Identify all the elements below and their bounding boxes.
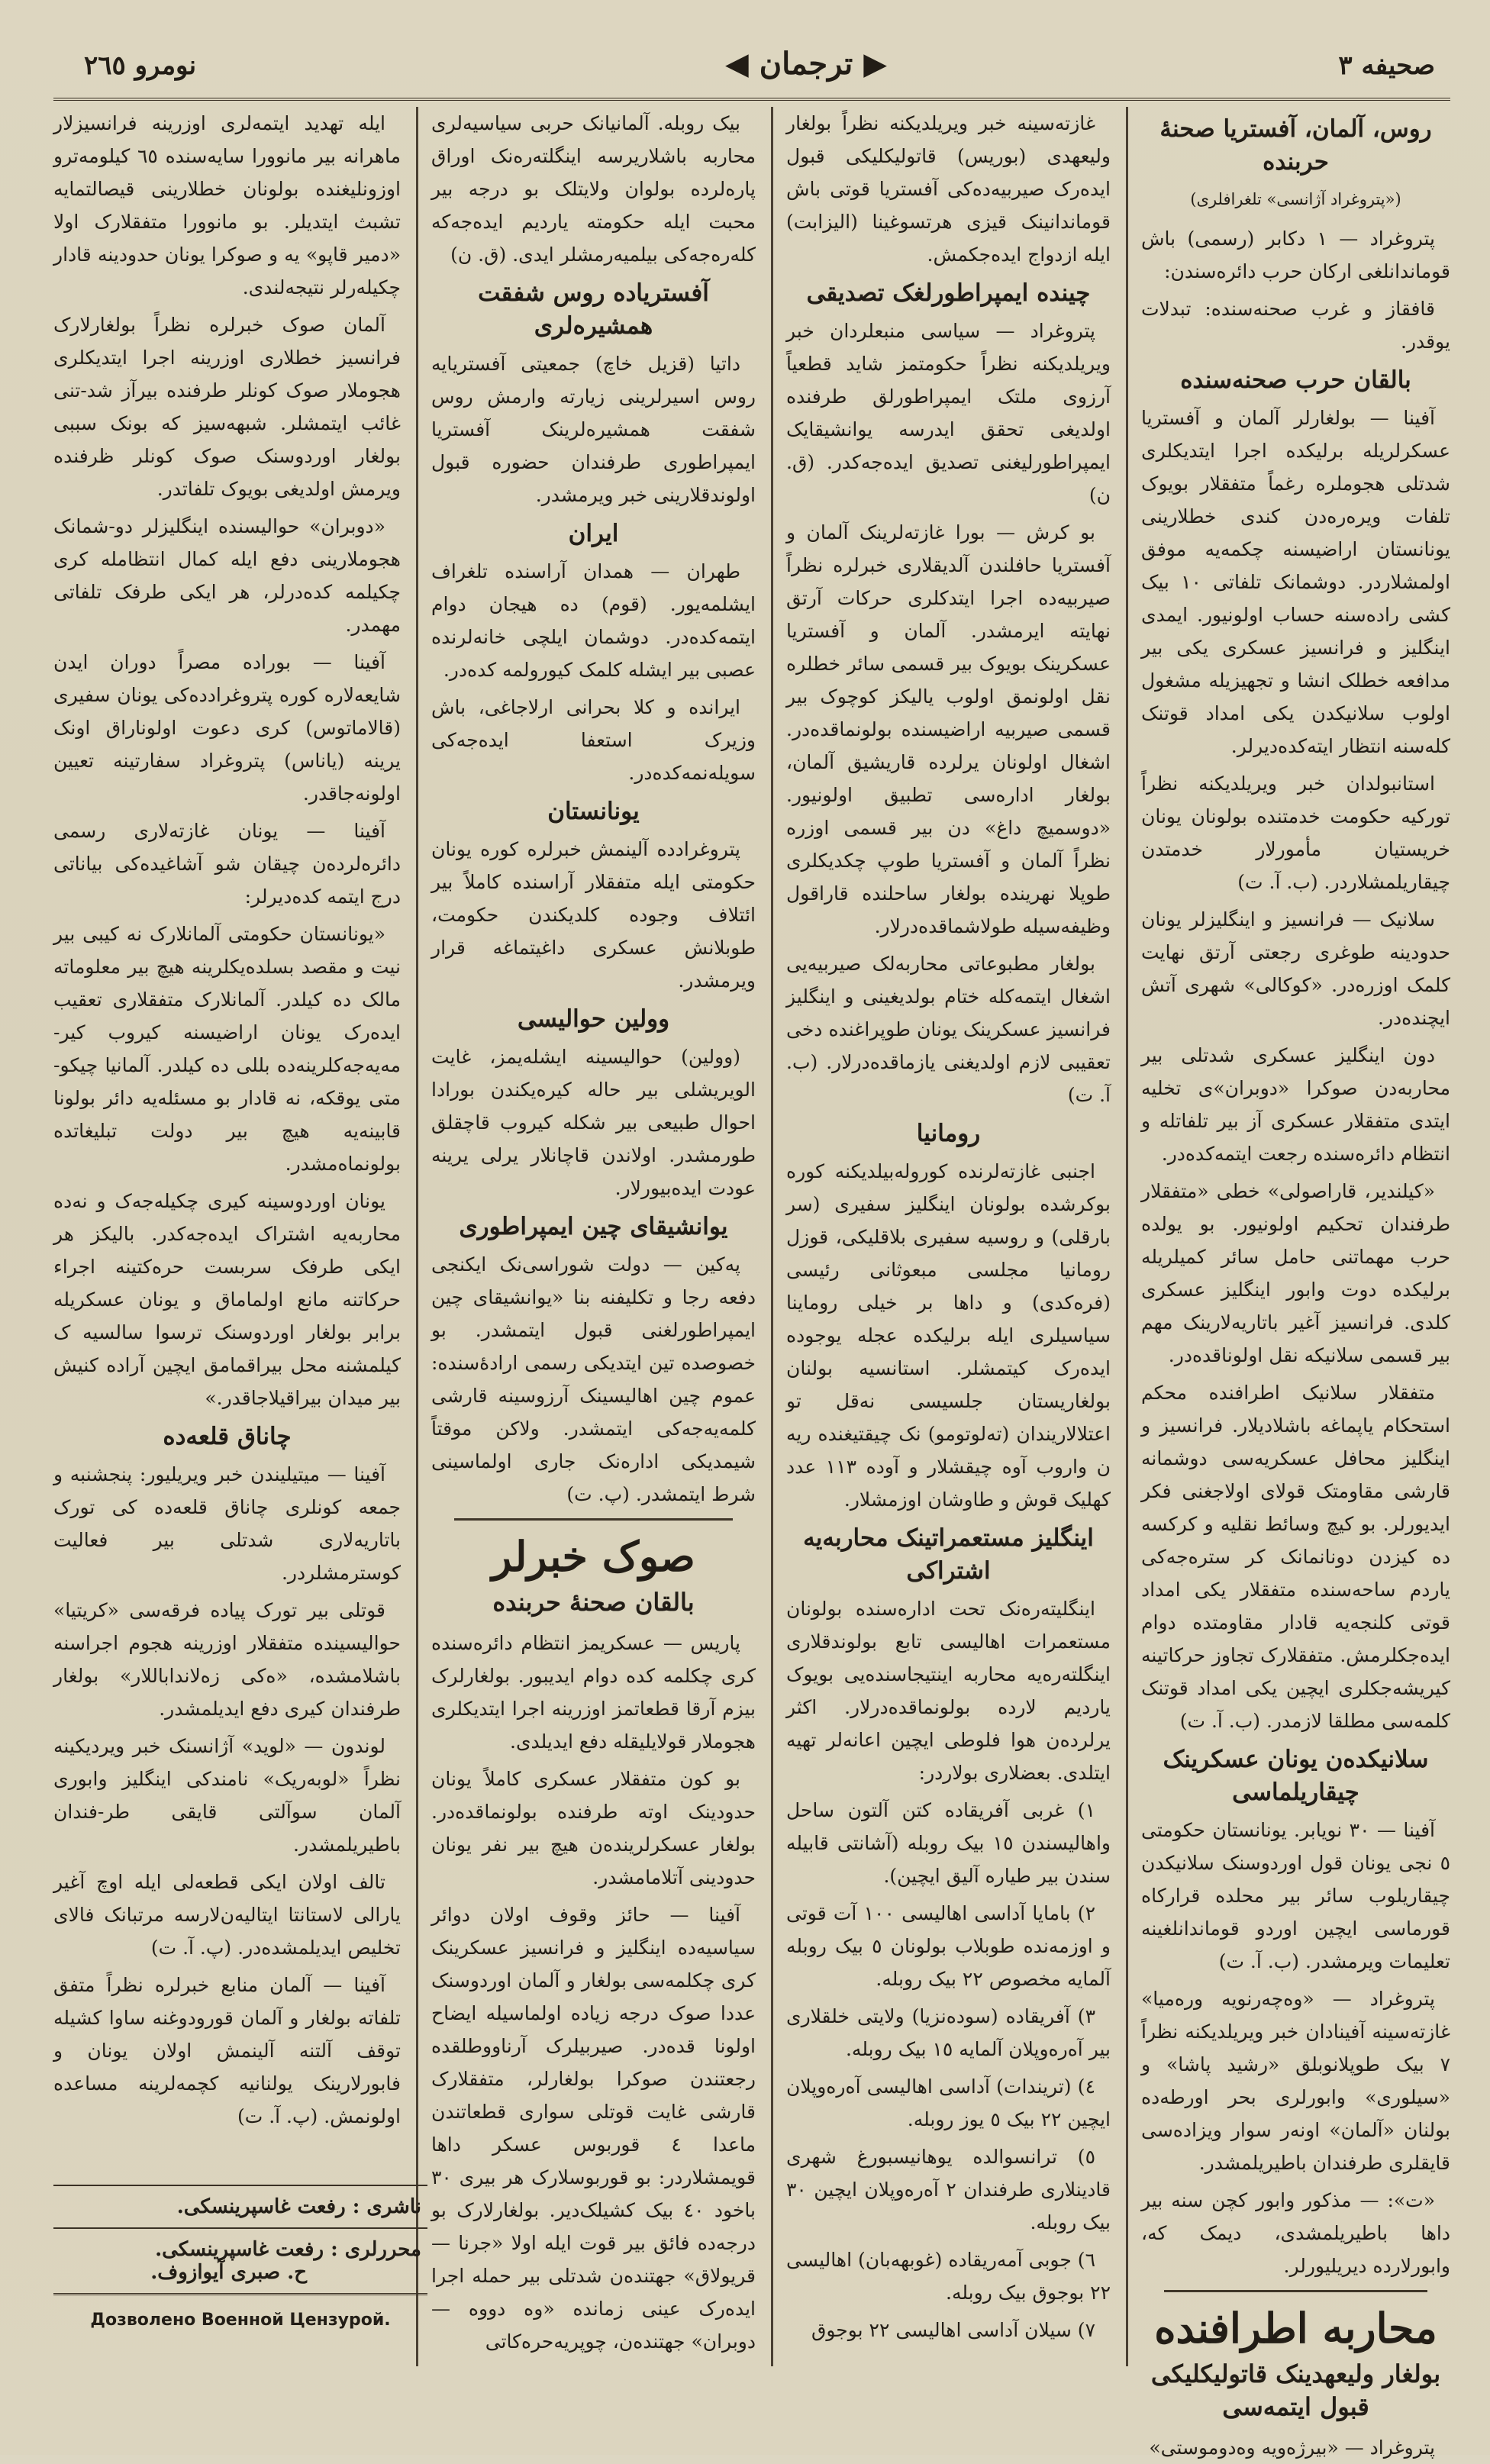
editors-label: محررلری : (331, 2238, 421, 2261)
article-paragraph: لوندون — «لوید» آژانسنک خبر ویردیکینه نظراً «لوبه‌ریک» نامندکی اینگلیز وابوری آلمان سوآلتی قایقی طر-فندان باطیریلمشدر. (53, 1735, 401, 1856)
imprint-footer (53, 2185, 427, 2330)
section-heading: آفستریاده روس شفقت همشیره‌لری (478, 279, 709, 340)
newspaper-name: ◀ ترجمان ▶ (725, 46, 887, 82)
section-note: («پتروغراد آژانسی» تلغرافلری) (1190, 190, 1401, 208)
section-divider (1164, 2290, 1427, 2292)
column-rule (771, 107, 773, 2366)
article-paragraph: بیک روبله. آلمانیانک حربی سیاسیه‌لری محاربه باشلاریرسه اینگلته‌ره‌نک اوراق پاره‌لرده بولوان ولایتلک بو درجه بیر محبت ایله حکومته یاردیم ایده‌جه‌که کله‌ره‌جه‌کی بیلمیه‌رمشلر ایدی. (ق. ن) (431, 112, 756, 266)
section-heading: چینده ایمپراطورلغک تصدیقی (806, 279, 1091, 307)
article-paragraph: پتروغراد — «بیرژه‌ویه وه‌دوموستی» (1149, 2437, 1435, 2459)
article-paragraph: ٣) آفریقاده (سوده‌نزیا) ولایتی خلقلاری بیر آه‌ره‌وپلان آلمایه ١٥ بیک روبله. (786, 2005, 1111, 2060)
article-paragraph: دون اینگلیز عسکری شدتلی بیر محاربه‌دن صوکرا «دوبران»ی تخلیه ایتدی متفقلار عسکری آز بیر تلفاتله و انتظام دائره‌سنده رجعت ایتمه‌کده‌در. (1141, 1044, 1450, 1165)
article-paragraph: ٦) جوبی آمه‌ریقاده (غوبهه‌بان) اهالیسی ٢٢ بوجوق بیک روبله. (786, 2249, 1111, 2304)
article-paragraph: متفقلار سلانیک اطرافنده محکم استحکام یاپماغه باشلادیلار. فرانسیز و اینگلیز محافل عسکریه‌سی دوشمانه قارشی مقاومتک قولای اولاجغنی فکر ایدیورلر. بو کیچ وسائط نقلیه و کرکسه ده کیزدن دونانمانک کر ستره‌جه‌کی یاردم ساحه‌سنده متفقلار یکی امداد قوتی کلنجه‌یه قادار مقاومتده دوام ایده‌جکلرمش. متفقلارک تجاوز حرکاتینه کیریشه‌جکلری ایچین یکی امداد قوتنک کلمه‌سی مطلقا لازمدر. (ب. آ. ت) (1141, 1382, 1450, 1732)
article-paragraph: (وولین) حوالیسینه ایشله‌یمز، غایت الویریشلی بیر حاله کیره‌یکندن بورادا احوال طبیعی بیر شکله کیروب قاچقلق طورمشدر. اولاندن قاچانلار یرلی یرینه عودت ایده‌بیورلار. (431, 1046, 756, 1199)
column-rule (1126, 107, 1128, 2366)
article-paragraph: آفینا — یونان غازته‌لاری رسمی دائره‌لرده‌ن چیقان شو آشاغیده‌کی بیاناتی درج ایتمه کده‌دیرلر: (53, 820, 401, 908)
article-paragraph: غازته‌سینه خبر ویریلدیکنه نظراً بولغار ولیعهدی (بوریس) قاتولیکلیکی قبول ایده‌رک صیربیه‌ده‌کی آفستریا قوتی باش قوماندانینک قیزی هرتسوغینا (الیزابت) ایله ازدواج ایده‌جکمش. (786, 112, 1111, 266)
article-paragraph: ٢) بامایا آداسی اهالیسی ١٠٠ آت قوتی و اوزمه‌نده طوبلاب بولونان ٥ بیک روبله آلمایه مخصوص ٢٢ بیک روبله. (786, 1902, 1111, 1990)
article-paragraph: سلانیک — فرانسیز و اینگلیزلر یونان حدودینه طوغری رجعتی آرتق نهایت کلمک اوزره‌در. «کوکالی» شهری آتش ایچنده‌در. (1141, 908, 1450, 1029)
editors-block (53, 2227, 427, 2293)
article-paragraph: پتروغراد — «وه‌چه‌رنویه وره‌میا» غازته‌سینه آفینادان خبر ویریلدیکنه نظراً ٧ بیک طوپلانوبلق «رشید پاشا» و «سیلوری» وابورلری بحر اورطه‌ده بولنان «آلمان» اونه‌ر سوار ویزاده‌سی قایقلری طرفندان باطیریلمشدر. (1141, 1988, 1450, 2174)
article-paragraph: طهران — همدان آراسنده تلغراف ایشلمه‌یور. (قوم) ده هیجان دوام ایتمه‌کده‌در. دوشمان ایلچی خانه‌لرنده عصبی بیر ایشله کلمک کیورولمه کده‌در. (431, 560, 756, 681)
article-paragraph: آفینا — آلمان منابع خبرلره نظراً متفق تلفاته بولغار و آلمان قورودوغنه ساوا کشیله توقف آلتنه آلینمش اولان یونان و فابورلارینک یولنانیه کچمه‌لرینه مساعده اولونمش. (پ. آ. ت) (53, 1974, 401, 2127)
section-heading: روس، آلمان، آفستریا صحنهٔ حربنده (1159, 115, 1432, 176)
article-paragraph: پتروغراد — سیاسی منبعلردان خبر ویریلدیکنه نظراً حکومتمز شاید قطعیاً آرزوی ملتک ایمپراطورلق طرفنده اولدیغی تحقق ایدرسه یوانشیقایک ایمپراطورلیغنی تصدیق ایده‌جه‌کدر. (ق. ن) (786, 320, 1111, 506)
article-paragraph: بولغار مطبوعاتی محاربه‌لک صیربیه‌یی اشغال ایتمه‌کله ختام بولدیغینی و اینگلیز فرانسیز عسکرینک یونان طوپراغنده دخی تعقیبی لازم اولدیغنی یازماقده‌درلار. (ب. آ. ت) (786, 953, 1111, 1106)
article-paragraph: داتیا (قزیل خاچ) جمعیتی آفستریایه روس اسیرلرینی زیارته وارمش روس شفقت همشیره‌لرینک آفستریا ایمپراطوری طرفندان حضوره قبول اولوندقلارینی خبر ویرمشدر. (431, 353, 756, 506)
article-paragraph: ایله تهدید ایتمه‌لری اوزرینه فرانسیزلار ماهرانه بیر مانوورا سایه‌سنده ٦٥ کیلومه‌ترو اوزونلیغنده بولونان خطلارینی قیصالتمایه تشبث ایتدیلر. بو مانوورا متفقلارک اولا «دمیر قاپو» یه و صوکرا یونان حدودینه قادار چکیله‌رلر نتیجه‌لندی. (53, 112, 401, 298)
section-subtitle: بالقان صحنهٔ حربنده (492, 1588, 695, 1617)
section-heading: وولین حوالیسی (517, 1005, 670, 1033)
article-paragraph: آفینا — ٣٠ نویابر. یونانستان حکومتی ٥ نجی یونان قول اوردوسنک سلانیکدن چیقاریلوب سائر بیر محلده قرارکاه قورماسی ایچین اوردو قوماندانلغینه تعلیمات ویرمشدر. (ب. آ. ت) (1141, 1819, 1450, 1972)
article-paragraph: قوتلی بیر تورک پیاده فرقه‌سی «کریتیا» حوالیسینده متفقلار اوزرینه هجوم اجراسنه باشلامشده، «ه‌کی زه‌لانداباللار» بولغار طرفندان کیری دفع ایدیلمشدر. (53, 1599, 401, 1720)
article-paragraph: پتروغراد — ١ دکابر (رسمی) باش قوماندانلغی ارکان حرب دائره‌سندن: (1141, 227, 1450, 282)
article-paragraph: په‌کین — دولت شوراسی‌نک ایکنجی دفعه رجا و تکلیفنه بنا «یوانشیقای چین ایمپراطورلغنی قبول ایتمشدر. بو خصوصده تین ایتدیکی رسمی ارادهٔ‌سنده: عموم چین اهالیسینک آرزوسینه قارشی کلمه‌یه‌جه‌کی ایتمشدر. ولاکن موقتاً شیمدیکی اداره‌نک جاری اولماسینی شرط ایتمشدر. (پ. ت) (431, 1253, 756, 1505)
column-rule (416, 107, 418, 2366)
article-paragraph: ٥) ترانسوالده یوهانیسبورغ شهری قادینلاری طرفندان ٢ آه‌ره‌وپلان ایچین ٣٠ بیک روبله. (786, 2146, 1111, 2233)
page-number: صحیفه ٣ (1338, 50, 1435, 81)
article-paragraph: ٤) (تریندات) آداسی اهالیسی آه‌ره‌وپلان ایچین ٢٢ بیک ٥ یوز روبله. (786, 2075, 1111, 2130)
article-paragraph: آفینا — بولغارلر آلمان و آفستریا عسکرلریله برلیکده اجرا ایتدیکلری شدتلی هجوملره رغماً متفقلار بویوک تلفات ویره‌ره‌دن کندی خطلارینی یونانستان اراضیسنه چکمه‌یه موفق اولمشلاردر. دوشمانک تلفاتی ١٠ بیک کشی راده‌سنه حساب اولونیور. ایمدی اینگلیز و فرانسیز عسکری یکی بیر مدافعه خطلک انشا و تجهیزیله مشغول اولوب سلانیکدن یکی امداد قوتنک کله‌سنه انتظار ایته‌کده‌دیرلر. (1141, 407, 1450, 757)
article-paragraph: «کیلندیر، قاراصولی» خطی «متفقلار طرفندان تحکیم اولونیور. بو یولده حرب مهماتنی حامل سائر کمیلریله برلیکده دوت وابور اینگلیز عسکری کلدی. فرانسیز آغیر باتاریه‌لارینک مهم بیر قسمی سلانیکه نقل اولوناقده‌در. (1141, 1180, 1450, 1366)
issue-number: نومرو ٢٦٥ (84, 50, 197, 81)
column-2 (786, 107, 1111, 2366)
editor-2: ح. صبری آیوازوف. (150, 2261, 307, 2284)
section-heading: رومانیا (916, 1120, 981, 1147)
article-paragraph: پاریس — عسکریمز انتظام دائره‌سنده کری چکلمه کده دوام ایدیبور. بولغارلرک بیزم آرقا قطعاتمز اوزرینه اجرا ایتدیکلری هجوملار قولایلیقله دفع ایدیلدی. (431, 1632, 756, 1753)
article-paragraph: «یونانستان حکومتی آلمانلارک نه کیبی بیر نیت و مقصد بسلده‌یکلرینه هیچ بیر معلوماته مالک ده کیلدر. آلمانلارک متفقلاری تعقیب ایده‌رک یونان اراضیسنه کیروب کیر-مه‌یه‌جه‌کلرینه‌ده بللی ده کیلدر. آلمانیا چیکو-متی یوقکه، نه قادار بو مسئله‌یه دائر بولونا قابینه‌یه هیچ بیر دولت تبلیغاتده بولونماه‌مشدر. (53, 923, 401, 1175)
article-paragraph: یونان اوردوسینه کیری چکیله‌جه‌ک و نه‌ده محاربه‌یه اشتراک ایده‌جه‌کدر. بالیکز هر ایکی طرفک سربست حره‌کتینه اجراء حرکاتنه مانع اولماماق و یونان عسکریله برابر بولغار اوردوسنک ترسوا سالسیه ک کیلمشنه محل بیراقمامق ایچین آراده کنیش بیر میدان بیراقیلاجاقدر.» (53, 1190, 401, 1409)
article-paragraph: آلمان صوک خبرلره نظراً بولغارلارک فرانسیز خطلاری اوزرینه اجرا ایتدیکلری هجوملار صوک کونلر طرفنده بیرآز شد-تنی غائب ایتمشلر. شبهه‌سیز که بونک سببی بولغار اوردوسنک صوک کونلر ظرفنده ویرمش اولدیغی بویوک تلفاتدر. (53, 314, 401, 500)
article-paragraph: اینگلیته‌ره‌نک تحت اداره‌سنده بولونان مستعمرات اهالیسی تابع بولوندقلاری اینگلته‌ره‌یه محاربه اینتیجاسنده‌یی بویوک یاردیم لارده بولونماقده‌درلار. اکثر یرلرده‌ن هوا فلوطی ایچین اعانه‌لر تهیه ایتلدی. بعضلاری بولاردر: (786, 1598, 1111, 1784)
section-divider (454, 1518, 733, 1521)
section-heading: یوانشیقای چین ایمپراطوری (459, 1213, 728, 1240)
column-3 (431, 107, 756, 2366)
censor-note: Дозволено Военной Цензурой. (53, 2293, 427, 2330)
page-header (53, 37, 1450, 101)
section-subtitle: بولغار ولیعهدینک قاتولیکلیکی قبول ایتمه‌سی (1150, 2359, 1441, 2421)
section-heading: چاناق قلعه‌ده (163, 1423, 292, 1450)
article-paragraph: آفینا — حائز وقوف اولان دوائر سیاسیه‌ده اینگلیز و فرانسیز عسکرینک کری چکلمه‌سی بولغار و آلمان اوردوسنک عددا صوک درجه زیاده اولماسیله ایضاح اولونا قده‌در. صیربیلرک آرناووطلقده رجعتندن صوکرا بولغارلر، متفقلارک قارشی غایت قوتلی سواری قطعاتندن ماعدا ٤ قوربوس عسکر داها قویمشلاردر: بو قوربوسلارک هر بیری ٣٠ باخود ٤٠ بیک کشیلک‌دیر. بولغارلارک بو درجه‌ده فائق بیر قوت ایله اولا «جرنا — قریولاق» جهتنده‌ن شدتلی بیر حمله اجرا ایده‌رک عینی زمانده «وه‌ دووه — دوبران» جهتنده‌ن، چوپریه‌حره‌کاتی (431, 1904, 756, 2353)
article-paragraph: آفینا — میتیلیندن خبر ویریلیور: پنجشنبه و جمعه کونلری چاناق قلعه‌ده کی تورک باتاریه‌لاری شدتلی بیر فعالیت کوسترمشلردر. (53, 1463, 401, 1584)
article-paragraph: اجنبی غازته‌لرنده کوروله‌بیلدیکنه کوره بوکرشده بولونان اینگلیز سفیری (سر بارقلی) و روسیه سفیری بلاقلیکی، قوزل رومانیا مجلسی مبعوثانی رئیسی (فره‌کدی) و داها بر خیلی روماینا سیاسیلری ایله برلیکده عجله یوجوده ایده‌رک کیتمشلر. استانسیه بولنان بولغاریستان جلسیسی نه‌قل تو اعتلالاریندان (ته‌لوتومو) نک چیقتیغنده ریه ن واروب آوه چیقشلار و آوده ١١٣ عدد کهلیک قوش و طاوشان اوزمشلار. (786, 1160, 1111, 1511)
article-paragraph: بو کون متفقلار عسکری کاملاً یونان حدودینک اوته طرفنده بولونماقده‌در. بولغار عسکرلرینده‌ن هیچ بیر نفر یونان حدودینی آتلامامشدر. (431, 1768, 756, 1888)
article-paragraph: پتروغراد‌ده آلینمش خبرلره کوره یونان حکومتی ایله متفقلار آراسنده کاملاً بیر ائتلاف وجوده کلدیکندن حکومت، طوبلانش عسکری داغیتماغه قرار ویرمشدر. (431, 838, 756, 992)
section-heading: یونانستان (547, 798, 640, 825)
section-heading: اینگلیز مستعمراتینک محاربه‌یه اشتراکی (803, 1524, 1094, 1585)
article-paragraph: ایرانده و کلا بحرانی ارلاجاغی، باش وزیرک استعفا ایده‌جه‌کی سویله‌نمه‌کده‌در. (431, 696, 756, 784)
article-paragraph: «دوبران» حوالیسنده اینگلیزلر دو-شمانک هجوملارینی دفع ایله کمال انتظامله کری چکیلمه کده‌درلر، هر ایکی طرفک تلفاتی مهمدر. (53, 515, 401, 636)
editor-1: رفعت غاسپرینسکی. (155, 2238, 324, 2261)
section-heading: بالقان حرب صحنه‌سنده (1180, 366, 1411, 394)
section-title: صوک خبرلر (492, 1532, 695, 1581)
article-paragraph: ١) غربی آفریقاده کتن آلتون ساحل واهالیسندن ١٥ بیک روبله (آشانتی قابیله سندن بیر طیاره آلیق ایچین). (786, 1799, 1111, 1887)
article-paragraph: بو کرش — بورا غازته‌لرینک آلمان و آفستریا حافلندن آلدیقلاری خبرلره نظراً صیربیه‌ده اجرا ایتدکلری حرکات آرتق نهایته ایرمشدر. آلمان و آفستریا عسکرینک بویوک بیر قسمی سائر خطلره نقل اولونمق اولوب یالیکز کوچوک بیر قسمی صیربیه اراضیسنده بولونماقده‌در. اشغال اولونان یرلرده قاریشیق آلمان، بولغار اداره‌سی تطبیق اولونیور. «دوسمیچ داغ» دن بیر قسمی اوزره نظراً آلمان و آفستریا طوپ چکدیکلری طوپلا نهرینده بولغار ساحلنده قاراقول وظیفه‌سیله طولاشماقده‌درلار. (786, 521, 1111, 937)
publisher-line: ناشری : رفعت غاسپرینسکی. (53, 2185, 427, 2227)
article-paragraph: تالف اولان ایکی قطعه‌لی ایله اوچ آغیر یارالی لاستانتا ایتالیه‌ن‌لارسه مرتبانک فالای تخلیص ایدیلمشده‌در. (پ. آ. ت) (53, 1871, 401, 1959)
section-heading: سلانیکده‌ن یونان عسکرینک چیقاریلماسی (1163, 1746, 1429, 1806)
section-title: محاربه اطرافنده (1154, 2304, 1437, 2353)
article-paragraph: استانبولدان خبر ویریلدیکنه نظراً تورکیه حکومت خدمتنده بولونان یونان خریستیان مأمورلار خدمتدن چیقاریلمشلاردر. (ب. آ. ت) (1141, 772, 1450, 893)
article-paragraph: قافقاز و غرب صحنه‌سنده: تبدلات یوقدر. (1141, 298, 1450, 353)
article-paragraph: ٧) سیلان آداسی اهالیسی ٢٢ بوجوق (811, 2319, 1095, 2341)
column-4 (53, 107, 401, 2168)
article-paragraph: آفینا — بوراده مصراً دوران ایدن شایعه‌لاره کوره پتروغرادده‌کی یونان سفیری (قالاماتوس) کری دعوت اولوناراق اونک یرینه (یاناس) پتروغراد سفارتینه تعیین اولونه‌جاقدر. (53, 651, 401, 805)
article-paragraph: «ت»: — مذکور وابور کچن سنه بیر داها باطیریلمشدی، دیمک که، وابورلارده دیریلیورلر. (1141, 2189, 1450, 2277)
column-1 (1141, 107, 1450, 2459)
section-heading: ایران (568, 520, 619, 547)
